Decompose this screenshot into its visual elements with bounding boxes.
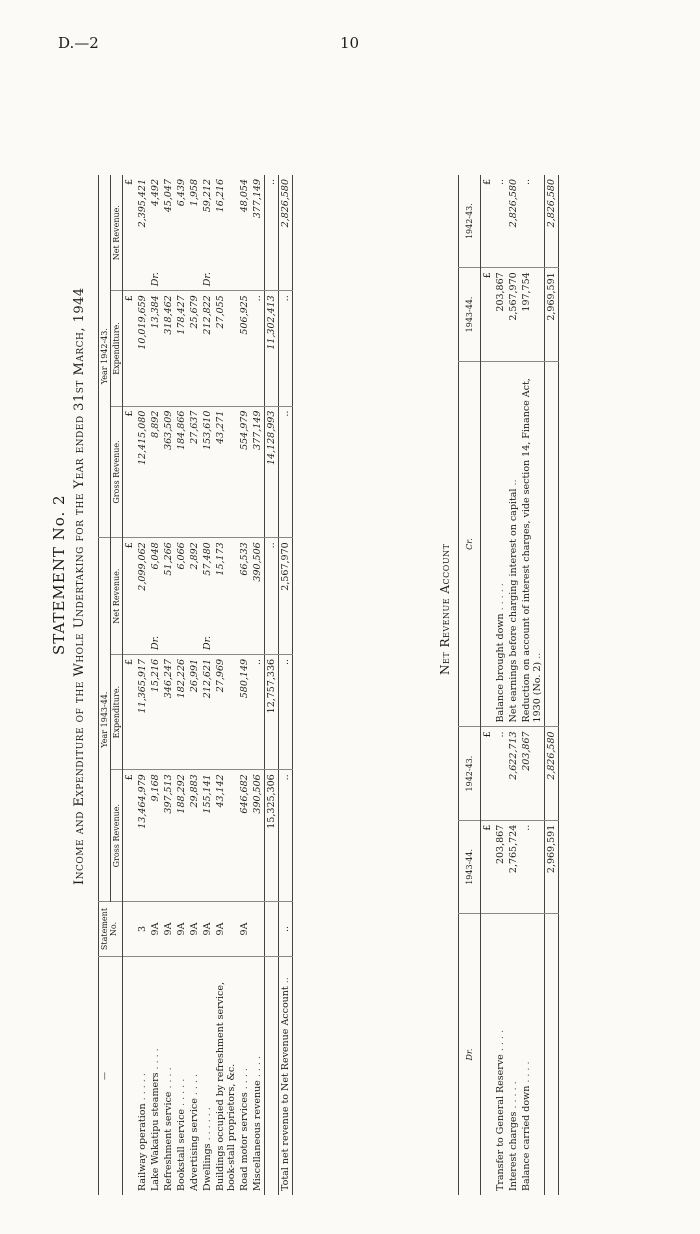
row-dots: . . . . . <box>176 1078 187 1106</box>
row-gross1: 9,168 <box>149 770 162 902</box>
row-stmt: 9A <box>214 902 238 957</box>
row-dr2: Dr. <box>202 272 213 287</box>
income-row <box>175 175 188 1195</box>
total-net1: 2,567,970 <box>279 538 293 655</box>
statement-title: STATEMENT No. 2 <box>50 494 68 655</box>
row-exp2: 212,822 <box>201 291 214 406</box>
col-head-dr-y2: 1942-43. <box>459 727 481 820</box>
row-net1: 2,099,062 <box>137 542 148 591</box>
income-row <box>136 175 149 1195</box>
cr-value: .. <box>520 175 545 268</box>
row-dots: . . . . <box>163 1067 174 1089</box>
row-dr1: Dr. <box>202 635 213 650</box>
subtotal-net2: .. <box>265 175 279 291</box>
pound-sign: £ <box>123 770 137 902</box>
row-label: Refreshment service <box>163 1091 174 1191</box>
row-gross2: 377,149 <box>251 406 265 538</box>
row-stmt <box>251 902 265 957</box>
row-exp2: 178,427 <box>175 291 188 406</box>
col-head-exp2: Expenditure. <box>111 291 123 406</box>
row-exp2: 318,462 <box>162 291 175 406</box>
cr-value: 203,867 <box>494 268 507 361</box>
dr-dots: . . . . <box>521 1061 532 1083</box>
row-dots: . . . . <box>252 1056 263 1078</box>
dr-dots: . . . . . <box>508 1081 519 1109</box>
income-row <box>162 175 175 1195</box>
page-header-left: D.—2 <box>58 34 99 52</box>
row-net2: 2,395,421 <box>137 179 148 228</box>
cr-dots: .. <box>508 479 519 486</box>
cr-total-1: 2,969,591 <box>545 268 559 361</box>
row-gross1: 29,883 <box>188 770 201 902</box>
row-dots: . . . . <box>189 1073 200 1096</box>
cr-value: 2,826,580 <box>507 175 520 268</box>
row-net2: 45,047 <box>163 179 174 213</box>
row-dr1: Dr. <box>150 635 161 650</box>
row-label: Advertising service <box>189 1098 200 1191</box>
total-label: Total net revenue to Net Revenue Account <box>280 986 291 1191</box>
row-net2: 48,054 <box>239 179 250 213</box>
row-exp2: 25,679 <box>188 291 201 406</box>
cr-value: 2,567,970 <box>507 268 520 361</box>
row-stmt: 9A <box>201 902 214 957</box>
row-exp2: 13,384 <box>149 291 162 406</box>
row-stmt: 9A <box>149 902 162 957</box>
col-head-blank: — <box>99 957 123 1196</box>
row-gross1: 43,142 <box>214 770 238 902</box>
row-dr2: Dr. <box>150 272 161 287</box>
pound-sign: £ <box>123 291 137 406</box>
subtotal-row <box>265 175 279 1195</box>
row-gross2: 8,892 <box>149 406 162 538</box>
pound-sign: £ <box>123 654 137 769</box>
net-revenue-table <box>458 175 559 1195</box>
row-exp1: 15,216 <box>149 654 162 769</box>
subtotal-gross2: 14,128,993 <box>265 406 279 538</box>
dr-value: .. <box>494 727 507 820</box>
row-stmt: 9A <box>162 902 175 957</box>
row-gross1: 646,682 <box>238 770 251 902</box>
row-exp1: 212,621 <box>201 654 214 769</box>
subtotal-net1: .. <box>265 538 279 655</box>
income-row <box>238 175 251 1195</box>
col-head-cr-y1: 1943-44. <box>459 268 481 361</box>
row-gross2: 184,866 <box>175 406 188 538</box>
net-pound-row <box>481 175 495 1195</box>
row-gross2: 12,415,080 <box>136 406 149 538</box>
col-head-exp1: Expenditure. <box>111 654 123 769</box>
row-gross2: 153,610 <box>201 406 214 538</box>
col-head-net2: Net Revenue. <box>111 175 123 291</box>
row-net1: 390,506 <box>252 542 263 582</box>
row-label: Road motor services <box>239 1092 250 1191</box>
dr-dots: . . . . <box>495 1030 506 1052</box>
dr-value: 2,622,713 <box>507 727 520 820</box>
total-exp2: .. <box>279 291 293 406</box>
income-expenditure-title: Income and Expenditure of the Whole Undertaking for the Year ended 31st March, 1944 <box>72 287 87 885</box>
subtotal-exp2: 11,302,413 <box>265 291 279 406</box>
total-net2: 2,826,580 <box>279 175 293 291</box>
col-head-statement-no: Statement No. <box>99 902 123 957</box>
row-dots: . . . . <box>239 1068 250 1090</box>
row-exp1: .. <box>251 654 265 769</box>
row-exp1: 27,969 <box>214 654 238 769</box>
row-dots: . . . . . . <box>202 1107 213 1141</box>
col-head-cr: Cr. <box>465 538 474 550</box>
row-net1: 57,480 <box>202 542 213 576</box>
row-label: Bookstall service <box>176 1108 187 1191</box>
row-dots: . . . . . <box>137 1073 148 1101</box>
dr-value: 2,765,724 <box>507 820 520 913</box>
row-label: Miscellaneous revenue <box>252 1080 263 1191</box>
row-net2: 1,958 <box>189 179 200 207</box>
row-exp1: 26,991 <box>188 654 201 769</box>
total-stmt: .. <box>279 902 293 957</box>
dr-value: 203,867 <box>520 727 545 820</box>
row-net1: 2,892 <box>189 542 200 570</box>
row-label: Railway operation <box>137 1103 148 1191</box>
row-stmt: 9A <box>238 902 251 957</box>
net-total-row <box>545 175 559 1195</box>
dr-value: 203,867 <box>494 820 507 913</box>
cr-label: Balance brought down <box>495 613 506 723</box>
rotated-page-content <box>50 165 690 1195</box>
income-row <box>188 175 201 1195</box>
income-row <box>201 175 214 1195</box>
row-label: Dwellings <box>202 1143 213 1191</box>
dr-label: Transfer to General Reserve <box>495 1054 506 1191</box>
row-net2: 16,216 <box>215 179 226 213</box>
row-gross1: 188,292 <box>175 770 188 902</box>
cr-value: 197,754 <box>520 268 545 361</box>
row-net1: 51,266 <box>163 542 174 576</box>
pound-sign: £ <box>481 727 495 820</box>
row-net2: 377,149 <box>252 179 263 219</box>
net-row-1 <box>494 175 507 1195</box>
row-exp2: 10,019,659 <box>136 291 149 406</box>
income-table-body <box>123 175 265 1195</box>
net-row-2 <box>507 175 520 1195</box>
row-net2: 59,212 <box>202 179 213 213</box>
subtotal-exp1: 12,757,336 <box>265 654 279 769</box>
pound-sign: £ <box>123 175 137 291</box>
row-net1: 6,048 <box>150 542 161 570</box>
pound-sign: £ <box>123 406 137 538</box>
net-row-3 <box>520 175 545 1195</box>
income-row <box>149 175 162 1195</box>
row-gross1: 397,513 <box>162 770 175 902</box>
row-stmt: 3 <box>136 902 149 957</box>
pound-row <box>123 175 137 1195</box>
total-exp1: .. <box>279 654 293 769</box>
total-gross1: .. <box>279 770 293 902</box>
cr-value: .. <box>494 175 507 268</box>
col-head-gross2: Gross Revenue. <box>111 406 123 538</box>
col-head-net1: Net Revenue. <box>111 538 123 655</box>
col-head-gross1: Gross Revenue. <box>111 770 123 902</box>
subtotal-gross1: 15,325,306 <box>265 770 279 902</box>
row-exp1: 182,226 <box>175 654 188 769</box>
row-exp1: 11,365,917 <box>136 654 149 769</box>
dr-value: .. <box>520 820 545 913</box>
row-net1: 66,533 <box>239 542 250 576</box>
income-row <box>214 175 238 1195</box>
dr-total-2: 2,826,580 <box>545 727 559 820</box>
total-row <box>279 175 293 1195</box>
row-dots: . . . . <box>150 1048 161 1070</box>
income-expenditure-table <box>98 175 293 1195</box>
row-exp2: 506,925 <box>238 291 251 406</box>
pound-sign: £ <box>481 268 495 361</box>
pound-sign: £ <box>123 538 137 655</box>
row-stmt: 9A <box>175 902 188 957</box>
cr-label: Reduction on account of interest charges, vide section 14, Finance Act, 1930 (No. 2) <box>521 378 543 723</box>
row-label: Buildings occupied by refreshment service, book-stall proprietors, &c. <box>215 981 237 1191</box>
row-net1: 6,066 <box>176 542 187 570</box>
total-gross2: .. <box>279 406 293 538</box>
row-net2: 6,439 <box>176 179 187 207</box>
dr-label: Balance carried down <box>521 1085 532 1191</box>
row-net2: 4,492 <box>150 179 161 207</box>
col-head-year2: Year 1942-43. <box>99 175 111 538</box>
cr-dots: . . . . . <box>495 583 506 611</box>
dr-total-1: 2,969,591 <box>545 820 559 913</box>
row-stmt: 9A <box>188 902 201 957</box>
row-gross2: 27,637 <box>188 406 201 538</box>
row-exp1: 580,149 <box>238 654 251 769</box>
row-exp2: .. <box>251 291 265 406</box>
row-gross1: 155,141 <box>201 770 214 902</box>
row-gross2: 43,271 <box>214 406 238 538</box>
page-number: 10 <box>340 34 360 52</box>
col-head-dr-y1: 1943-44. <box>459 820 481 913</box>
cr-total-2: 2,826,580 <box>545 175 559 268</box>
row-gross1: 390,506 <box>251 770 265 902</box>
row-exp1: 346,247 <box>162 654 175 769</box>
row-gross2: 554,979 <box>238 406 251 538</box>
cr-dots: .. <box>532 652 543 659</box>
total-dots: .. <box>280 977 291 984</box>
income-row <box>251 175 265 1195</box>
pound-sign: £ <box>481 820 495 913</box>
pound-sign: £ <box>481 175 495 268</box>
row-exp2: 27,055 <box>214 291 238 406</box>
row-gross1: 13,464,979 <box>136 770 149 902</box>
row-label: Lake Wakatipu steamers <box>150 1072 161 1191</box>
dr-label: Interest charges <box>508 1111 519 1191</box>
col-head-year1: Year 1943-44. <box>99 538 111 902</box>
row-gross2: 363,509 <box>162 406 175 538</box>
net-revenue-title: Net Revenue Account <box>438 543 452 675</box>
col-head-dr: Dr. <box>465 1048 474 1061</box>
cr-label: Net earnings before charging interest on capital <box>508 488 519 723</box>
row-net1: 15,173 <box>215 542 226 576</box>
col-head-cr-y2: 1942-43. <box>459 175 481 268</box>
